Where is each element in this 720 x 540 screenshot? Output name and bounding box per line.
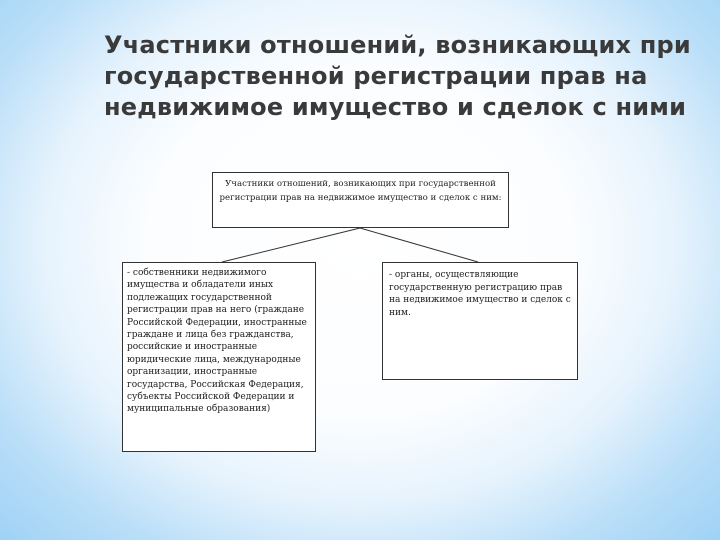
diagram-left-box bbox=[122, 262, 316, 452]
connector-to-right bbox=[360, 228, 478, 262]
diagram-right-text: - органы, осуществляющие государственную регистрацию прав на недвижимое имущество и сделок с ним. bbox=[389, 270, 571, 318]
slide-title: Участники отношений, возникающих при государственной регистрации прав на недвижимое имущество и сделок с ними bbox=[104, 31, 691, 121]
diagram-left-text: - собственники недвижимого имущества и обладатели иных подлежащих государственной регистрации прав на него (граждане Российской Федерации, иностранные граждане и лица без гражданства, российские и иностранные юридические лица, международные организации, иностранные государства, Российская Федерация, субъекты Российской Федерации и муниципальные образования) bbox=[127, 268, 307, 415]
connector-to-left bbox=[222, 228, 360, 262]
diagram-root-box bbox=[212, 172, 509, 228]
diagram-right-box bbox=[382, 262, 578, 380]
diagram-root-text: Участники отношений, возникающих при государственной регистрации прав на недвижимое имущество и сделок с ним: bbox=[219, 179, 502, 203]
